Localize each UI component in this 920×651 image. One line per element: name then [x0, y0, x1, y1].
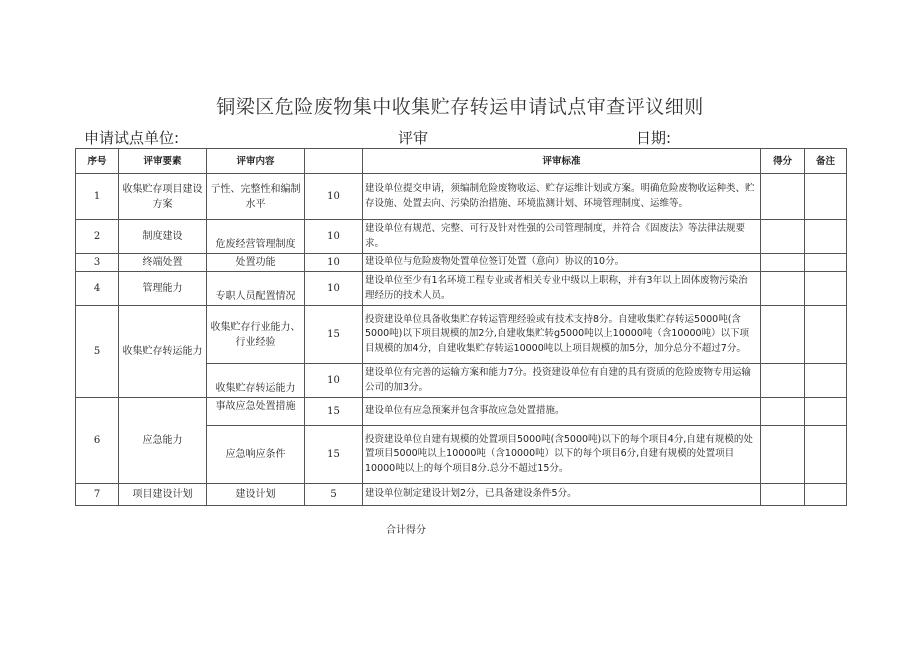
date-label: 日期: — [636, 129, 672, 147]
row-element: 管理能力 — [119, 272, 207, 306]
reviewer-label: 评审 — [398, 129, 429, 147]
row-earned-cell[interactable] — [761, 306, 805, 364]
row-standard: 投资建设单位自建有规模的处置项目5000吨(含5000吨)以下的每个项目4分,自建有规模的处置项目5000吨以上10000吨（含10000吨）以下的每个项目6分,自建有规模的处置项目10000吨以上的每个项目8分.总分不超过15分。 — [363, 426, 761, 484]
row-score: 10 — [305, 364, 363, 398]
row-content: 事故应急处置措施 — [207, 398, 305, 426]
header-remark: 备注 — [805, 149, 847, 174]
row-no: 7 — [76, 484, 119, 506]
row-no: 5 — [76, 306, 119, 398]
row-score: 5 — [305, 484, 363, 506]
table-row — [76, 484, 847, 506]
table-header-row — [76, 149, 847, 174]
row-content: 收集贮存转运能力 — [207, 364, 305, 398]
row-remark-cell[interactable] — [805, 484, 847, 506]
row-standard: 投资建设单位具备收集贮存转运管理经验或有技术支持8分。自建收集贮存转运5000吨(含5000吨)以下项目规模的加2分,自建收集贮转g5000吨以上10000吨（含10000吨）以下项目规模的加4分，自建收集贮存转运10000吨以上项目规模的加5分，加分总分不超过7分。 — [363, 306, 761, 364]
row-remark-cell[interactable] — [805, 272, 847, 306]
row-remark-cell[interactable] — [805, 174, 847, 220]
row-earned-cell[interactable] — [761, 398, 805, 426]
header-content: 评审内容 — [207, 149, 305, 174]
table-row — [76, 306, 847, 364]
header-standard: 评审标准 — [363, 149, 761, 174]
row-content: 应急响应条件 — [207, 426, 305, 484]
row-remark-cell[interactable] — [805, 398, 847, 426]
row-content: 收集贮存行业能力、行业经验 — [207, 306, 305, 364]
row-score: 15 — [305, 306, 363, 364]
row-element: 收集贮存转运能力 — [119, 306, 207, 398]
header-earned: 得分 — [761, 149, 805, 174]
row-no: 1 — [76, 174, 119, 220]
row-score: 15 — [305, 398, 363, 426]
row-content: 处置功能 — [207, 254, 305, 272]
row-earned-cell[interactable] — [761, 174, 805, 220]
row-content: 亍性、完整性和编制水平 — [207, 174, 305, 220]
row-remark-cell[interactable] — [805, 306, 847, 364]
review-table — [75, 148, 847, 506]
total-score-label: 合计得分 — [386, 525, 426, 536]
row-score: 15 — [305, 426, 363, 484]
row-element: 制度建设 — [119, 220, 207, 254]
row-remark-cell[interactable] — [805, 220, 847, 254]
page-title: 铜梁区危险废物集中收集贮存转运申请试点审查评议细则 — [216, 96, 704, 118]
applicant-label: 申请试点单位: — [84, 129, 180, 147]
row-earned-cell[interactable] — [761, 426, 805, 484]
row-standard: 建设单位有完善的运输方案和能力7分。投资建设单位有自建的具有资质的危险废物专用运输公司的加3分。 — [363, 364, 761, 398]
row-element: 项目建设计划 — [119, 484, 207, 506]
row-no: 6 — [76, 398, 119, 484]
row-content: 专职人员配置情况 — [207, 272, 305, 306]
row-standard: 建设单位至少有1名环境工程专业或者相关专业中级以上职称，并有3年以上固体废物污染治理经历的技术人员。 — [363, 272, 761, 306]
row-score: 10 — [305, 220, 363, 254]
row-earned-cell[interactable] — [761, 272, 805, 306]
row-score: 10 — [305, 254, 363, 272]
row-remark-cell[interactable] — [805, 254, 847, 272]
table-row — [76, 272, 847, 306]
row-no: 4 — [76, 272, 119, 306]
row-earned-cell[interactable] — [761, 364, 805, 398]
row-content: 建设计划 — [207, 484, 305, 506]
table-row — [76, 220, 847, 254]
header-no: 序号 — [76, 149, 119, 174]
row-earned-cell[interactable] — [761, 254, 805, 272]
row-element: 收集贮存项目建设方案 — [119, 174, 207, 220]
row-no: 3 — [76, 254, 119, 272]
row-earned-cell[interactable] — [761, 484, 805, 506]
row-remark-cell[interactable] — [805, 364, 847, 398]
row-content: 危废经营管理制度 — [207, 220, 305, 254]
row-standard: 建设单位制定建设计划2分，已具备建设条件5分。 — [363, 484, 761, 506]
row-score: 10 — [305, 174, 363, 220]
row-element: 终端处置 — [119, 254, 207, 272]
table-row — [76, 174, 847, 220]
row-no: 2 — [76, 220, 119, 254]
header-score — [305, 149, 363, 174]
row-standard: 建设单位提交申请，须编制危险废物收运、贮存运维计划或方案。明确危险废物收运种类、贮存设施、处置去向、污染防治措施、环境监测计划、环境管理制度、运维等。 — [363, 174, 761, 220]
row-element: 应急能力 — [119, 398, 207, 484]
row-standard: 建设单位有应急预案并包含事故应急处置措施。 — [363, 398, 761, 426]
row-standard: 建设单位有规范、完整、可行及针对性强的公司管理制度，并符合《固废法》等法律法规要求。 — [363, 220, 761, 254]
row-standard: 建设单位与危险废物处置单位签订处置（意向）协议的10分。 — [363, 254, 761, 272]
row-remark-cell[interactable] — [805, 426, 847, 484]
table-row — [76, 254, 847, 272]
table-row — [76, 398, 847, 426]
row-score: 10 — [305, 272, 363, 306]
header-element: 评审要素 — [119, 149, 207, 174]
row-earned-cell[interactable] — [761, 220, 805, 254]
